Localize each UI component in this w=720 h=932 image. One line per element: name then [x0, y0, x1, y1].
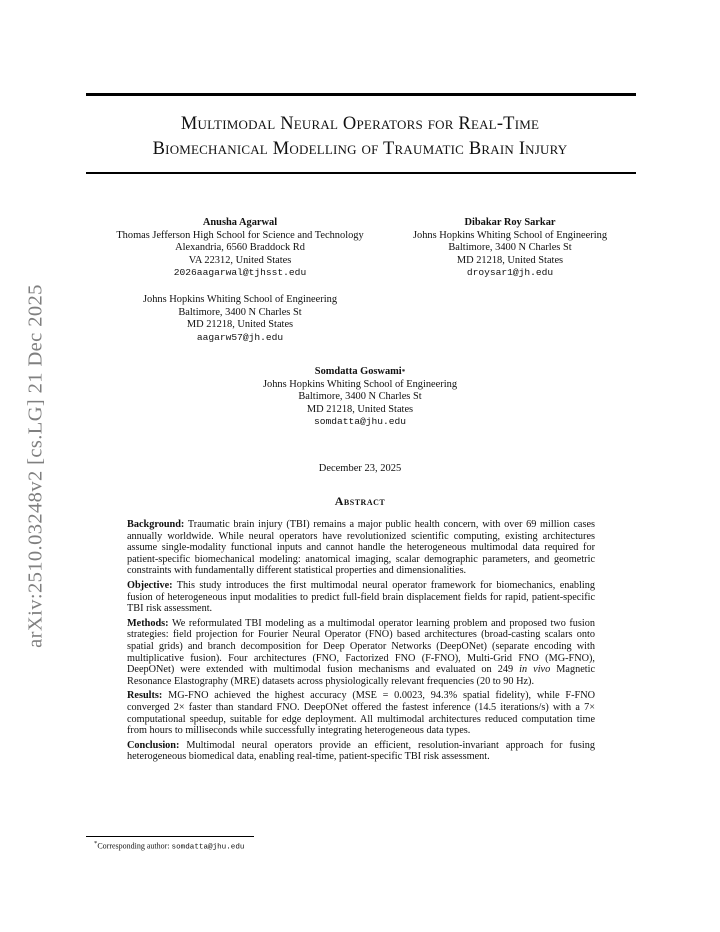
author-block — [390, 217, 630, 280]
abstract-text: Multimodal neural operators provide an efficient, resolution-invariant approach for fusing heterogeneous biomedical data, enabling real-time, patient-specific TBI risk assessment. — [127, 739, 595, 763]
author-name: Dibakar Roy Sarkar — [464, 217, 556, 228]
abstract-paragraph — [127, 618, 595, 688]
author-address: MD 21218, United States — [306, 403, 414, 415]
author-address: MD 21218, United States — [186, 319, 294, 331]
author-block — [90, 217, 390, 280]
abstract-label: Results: — [127, 690, 163, 702]
footnote-marker: * — [94, 840, 98, 847]
author-affiliation: Thomas Jefferson High School for Science and Technology — [116, 229, 364, 241]
author-address: Baltimore, 3400 N Charles St — [448, 242, 572, 254]
abstract-paragraph — [127, 519, 595, 577]
author-email[interactable]: aagarw57@jh.edu — [196, 331, 284, 343]
paper-title — [60, 112, 660, 162]
abstract-italic: in vivo — [519, 664, 551, 676]
abstract-paragraph — [127, 690, 595, 736]
author-name-wrapper — [210, 366, 510, 379]
abstract-text: Magnetic Resonance Elastography (MRE) datasets across physiologically relevant frequencies (20 to 90 Hz). — [127, 664, 595, 687]
author-name: Somdatta Goswami — [314, 366, 402, 377]
author-address: MD 21218, United States — [456, 254, 564, 266]
abstract-label: Objective: — [127, 579, 173, 591]
author-email[interactable]: somdatta@jhu.edu — [313, 416, 407, 428]
abstract-text: We reformulated TBI modeling as a multimodal operator learning problem and proposed two fusion strategies: field projection for Fourier Neural Operator (FNO) based architectures (broad-casting scalars onto spatial grids) and branch decomposition for Deep Operator Networks (DeepONet) (separate encoding with multiplicative fusion). Four architectures (FNO, Factorized FNO (F-FNO), Multi-Grid FNO (MG-FNO), DeepONet) were extended with multimodal fusion mechanisms and evaluated on 249 — [127, 617, 595, 676]
author-affiliation-block — [100, 294, 380, 344]
author-affiliation: Johns Hopkins Whiting School of Engineering — [142, 294, 338, 305]
abstract-label: Methods: — [127, 617, 169, 629]
footnote-email[interactable]: somdatta@jhu.edu — [171, 843, 245, 852]
author-address: VA 22312, United States — [188, 254, 292, 266]
title-line-1: Multimodal Neural Operators for Real-Time — [180, 114, 540, 134]
author-affiliation: Johns Hopkins Whiting School of Engineering — [412, 229, 608, 241]
author-block — [210, 366, 510, 429]
abstract-text: Traumatic brain injury (TBI) remains a major public health concern, with over 69 million cases annually worldwide. While neural operators have revolutionized scientific computing, existing architectures assume single-modality functional inputs and cannot handle the heterogeneous multimodal data required for patient-specific biomechanical modeling: anatomical imaging, scalar demographic parameters, and geometric constraints with fundamentally different statistical properties and dimensionalities. — [127, 519, 595, 577]
abstract-label: Conclusion: — [127, 739, 180, 751]
author-name: Anusha Agarwal — [202, 217, 278, 228]
title-line-2: Biomechanical Modelling of Traumatic Brain Injury — [152, 139, 568, 159]
author-address: Alexandria, 6560 Braddock Rd — [175, 242, 305, 254]
author-affiliation: Johns Hopkins Whiting School of Engineering — [262, 378, 458, 390]
arxiv-identifier: arXiv:2510.03248v2 [cs.LG] 21 Dec 2025 — [24, 284, 47, 648]
abstract-paragraph — [127, 740, 595, 763]
author-email[interactable]: droysar1@jh.edu — [466, 267, 554, 279]
abstract-heading: Abstract — [334, 494, 386, 508]
abstract-text: MG-FNO achieved the highest accuracy (MSE = 0.0023, 94.3% spatial fidelity), while F-FNO converged 2× faster than standard FNO. DeepONet offered the fastest inference (14.5 iterations/s) with a 7× computational speedup, suitable for edge deployment. All multimodal architectures reduced computation time from hours to milliseconds while successfully integrating heterogeneous data types. — [127, 690, 596, 737]
abstract-text: This study introduces the first multimodal neural operator framework for biomechanics, enabling fusion of heterogeneous input modalities to predict full-field brain displacement fields for rapid, patient-specific TBI risk assessment. — [127, 579, 595, 615]
title-bottom-rule — [86, 172, 636, 174]
author-address: Baltimore, 3400 N Charles St — [178, 306, 302, 318]
footnote — [94, 840, 244, 852]
footnote-rule — [86, 836, 254, 837]
abstract-body — [127, 519, 595, 766]
author-address: Baltimore, 3400 N Charles St — [298, 391, 422, 403]
abstract-paragraph — [127, 580, 595, 615]
corresponding-marker: * — [401, 368, 406, 376]
abstract-label: Background: — [127, 519, 185, 530]
publication-date: December 23, 2025 — [318, 463, 402, 474]
author-email[interactable]: 2026aagarwal@tjhsst.edu — [173, 267, 307, 279]
title-top-rule — [86, 93, 636, 96]
footnote-label: Corresponding author: — [97, 841, 172, 851]
